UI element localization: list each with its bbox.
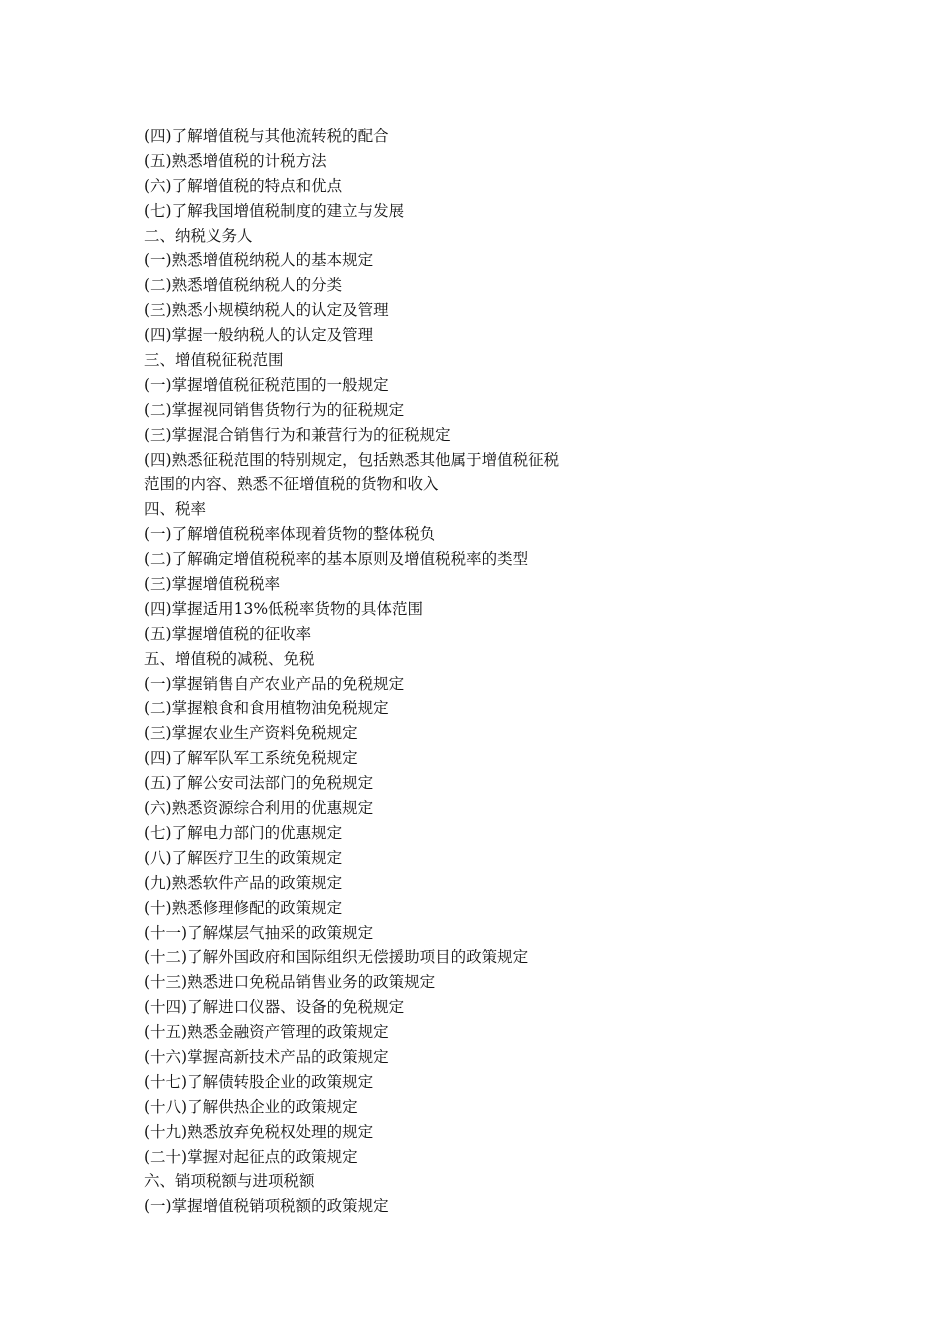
text-line: (六)熟悉资源综合利用的优惠规定 <box>144 799 374 818</box>
text-line: (一)熟悉增值税纳税人的基本规定 <box>144 251 374 270</box>
text-line: (四)了解军队军工系统免税规定 <box>144 749 358 768</box>
text-line: (六)了解增值税的特点和优点 <box>144 176 343 195</box>
text-line: (三)掌握农业生产资料免税规定 <box>144 724 358 743</box>
text-line: (十七)了解债转股企业的政策规定 <box>144 1072 374 1091</box>
section-heading: 四、税率 <box>144 500 207 519</box>
document-body <box>144 124 614 1219</box>
text-line: (一)掌握增值税销项税额的政策规定 <box>144 1197 389 1216</box>
text-line: (十四)了解进口仪器、设备的免税规定 <box>144 998 405 1017</box>
text-line: (四)了解增值税与其他流转税的配合 <box>144 127 389 145</box>
text-line: (二)掌握视同销售货物行为的征税规定 <box>144 400 405 419</box>
text-line: (二)熟悉增值税纳税人的分类 <box>144 276 343 295</box>
text-line: (一)了解增值税税率体现着货物的整体税负 <box>144 525 436 544</box>
text-line: (四)掌握适用13%低税率货物的具体范围 <box>144 599 424 618</box>
text-line: (十五)熟悉金融资产管理的政策规定 <box>144 1023 389 1042</box>
text-line: 范围的内容、熟悉不征增值税的货物和收入 <box>144 475 439 494</box>
text-line: (十一)了解煤层气抽采的政策规定 <box>144 923 374 942</box>
section-heading: 五、增值税的减税、免税 <box>144 649 315 668</box>
text-line: (三)熟悉小规模纳税人的认定及管理 <box>144 301 389 320</box>
text-line: (十)熟悉修理修配的政策规定 <box>144 898 343 917</box>
text-line: (一)掌握增值税征税范围的一般规定 <box>144 375 389 394</box>
text-line: (二)掌握粮食和食用植物油免税规定 <box>144 699 389 718</box>
text-line: (四)掌握一般纳税人的认定及管理 <box>144 326 374 345</box>
text-line: (十八)了解供热企业的政策规定 <box>144 1097 358 1116</box>
text-line: (三)掌握混合销售行为和兼营行为的征税规定 <box>144 425 451 444</box>
text-line: (四)熟悉征税范围的特别规定，包括熟悉其他属于增值税征税 <box>144 450 560 469</box>
text-line: (五)熟悉增值税的计税方法 <box>144 151 327 170</box>
text-line: (十二)了解外国政府和国际组织无偿援助项目的政策规定 <box>144 948 529 967</box>
text-line: (五)了解公安司法部门的免税规定 <box>144 774 374 793</box>
text-line: (八)了解医疗卫生的政策规定 <box>144 848 343 867</box>
text-line: (一)掌握销售自产农业产品的免税规定 <box>144 674 405 693</box>
section-heading: 三、增值税征税范围 <box>144 351 284 370</box>
text-line: (十六)掌握高新技术产品的政策规定 <box>144 1047 389 1066</box>
text-line: (五)掌握增值税的征收率 <box>144 624 312 643</box>
section-heading: 六、销项税额与进项税额 <box>144 1172 315 1191</box>
text-line: (三)掌握增值税税率 <box>144 575 281 594</box>
section-heading: 二、纳税义务人 <box>144 226 253 245</box>
text-line: (二)了解确定增值税税率的基本原则及增值税税率的类型 <box>144 550 529 569</box>
text-line: (二十)掌握对起征点的政策规定 <box>144 1147 358 1166</box>
text-line: (七)了解电力部门的优惠规定 <box>144 823 343 842</box>
text-line: (七)了解我国增值税制度的建立与发展 <box>144 201 405 220</box>
text-line: (十九)熟悉放弃免税权处理的规定 <box>144 1122 374 1141</box>
text-line: (九)熟悉软件产品的政策规定 <box>144 873 343 892</box>
text-line: (十三)熟悉进口免税品销售业务的政策规定 <box>144 973 436 992</box>
